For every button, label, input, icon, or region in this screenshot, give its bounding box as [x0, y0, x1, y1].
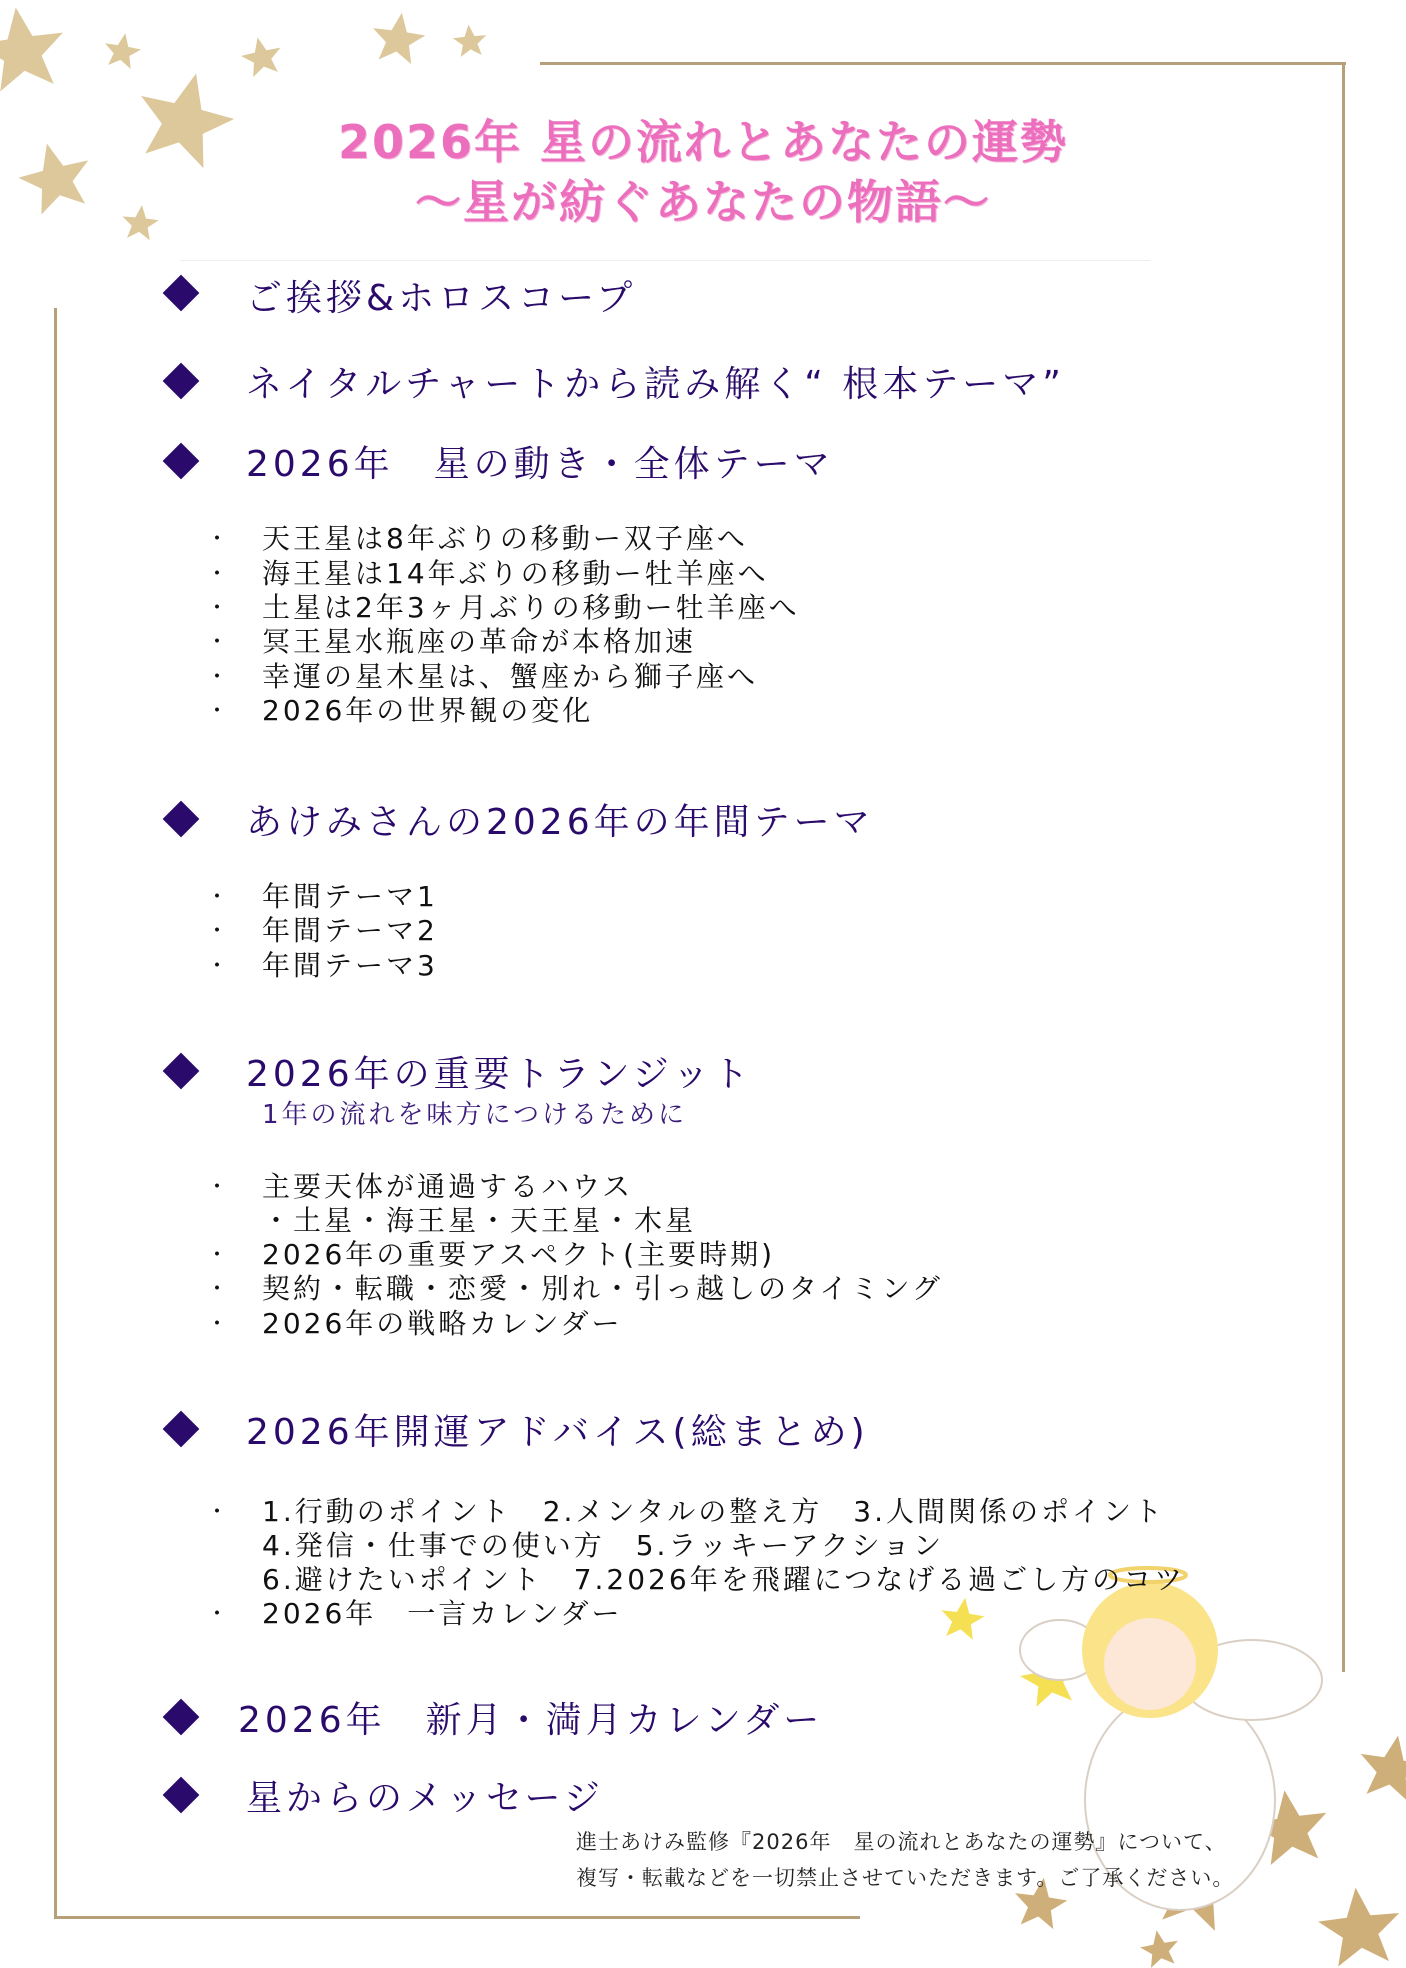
gold-star-icon: [369, 9, 428, 65]
list-item: 4.発信・仕事での使い方 5.ラッキーアクション: [262, 1529, 945, 1562]
bullet-dot: ・: [206, 1602, 229, 1627]
section-heading: あけみさんの2026年の年間テーマ: [246, 802, 874, 843]
gold-star-icon: [1138, 1927, 1182, 1968]
list-item: 年間テーマ2: [262, 914, 438, 947]
bullet-dot: ・: [206, 630, 229, 655]
page-subtitle: 〜星が紡ぐあなたの物語〜: [415, 175, 991, 229]
frame-border-left: [54, 308, 57, 1918]
list-item: 幸運の星木星は、蟹座から獅子座へ: [262, 660, 759, 693]
list-item: 天王星は8年ぶりの移動ー双子座へ: [262, 522, 748, 555]
title-divider: [180, 260, 1150, 261]
section-heading: ネイタルチャートから読み解く“ 根本テーマ”: [246, 364, 1065, 405]
list-item: 冥王星水瓶座の革命が本格加速: [262, 625, 697, 658]
list-item: 2026年の戦略カレンダー: [262, 1307, 623, 1340]
gold-star-icon: [1315, 1883, 1404, 1968]
list-item: 2026年の世界観の変化: [262, 694, 594, 727]
section-heading: 2026年の重要トランジット: [246, 1054, 753, 1095]
bullet-dot: ・: [206, 1277, 229, 1302]
bullet-dot: ・: [206, 919, 229, 944]
list-item: 6.避けたいポイント 7.2026年を飛躍につなげる過ごし方のコツ: [262, 1563, 1186, 1596]
section-subheading: 1年の流れを味方につけるために: [262, 1100, 688, 1130]
list-item: 海王星は14年ぶりの移動ー牡羊座へ: [262, 557, 769, 590]
list-item: 1.行動のポイント 2.メンタルの整え方 3.人間関係のポイント: [262, 1495, 1166, 1528]
list-item: 主要天体が通過するハウス: [262, 1170, 634, 1203]
gold-star-icon: [238, 33, 285, 78]
frame-border-bottom: [54, 1916, 860, 1919]
gold-star-icon: [452, 23, 488, 57]
list-item: 契約・転職・恋愛・別れ・引っ越しのタイミング: [262, 1272, 943, 1305]
list-item: 2026年 一言カレンダー: [262, 1597, 623, 1630]
bullet-dot: ・: [206, 954, 229, 979]
bullet-dot: ・: [206, 699, 229, 724]
list-item: 2026年の重要アスペクト(主要時期): [262, 1238, 775, 1271]
bullet-dot: ・: [206, 596, 229, 621]
bullet-dot: ・: [206, 562, 229, 587]
bullet-dot: ・: [206, 885, 229, 910]
copyright-note-line2: 複写・転載などを一切禁止させていただきます。ご了承ください。: [576, 1866, 1235, 1890]
bullet-dot: ・: [206, 527, 229, 552]
bullet-dot: ・: [206, 665, 229, 690]
section-heading: 2026年開運アドバイス(総まとめ): [246, 1412, 869, 1453]
list-item: ・土星・海王星・天王星・木星: [262, 1204, 697, 1237]
gold-star-icon: [1354, 1730, 1406, 1804]
list-item: 土星は2年3ヶ月ぶりの移動ー牡羊座へ: [262, 591, 800, 624]
bullet-dot: ・: [206, 1243, 229, 1268]
frame-border-right: [1342, 62, 1345, 1672]
section-heading: 2026年 星の動き・全体テーマ: [246, 444, 834, 485]
bullet-dot: ・: [206, 1175, 229, 1200]
angel-illustration: [938, 1568, 1322, 1910]
section-heading: ご挨拶&ホロスコープ: [246, 278, 637, 319]
copyright-note-line1: 進士あけみ監修『2026年 星の流れとあなたの運勢』について、: [576, 1830, 1227, 1854]
gold-star-icon: [101, 30, 143, 70]
frame-border-top: [540, 62, 1346, 65]
list-item: 年間テーマ3: [262, 949, 438, 982]
section-heading: 2026年 新月・満月カレンダー: [238, 1700, 824, 1741]
section-heading: 星からのメッセージ: [246, 1778, 604, 1819]
gold-star-icon: [0, 1, 70, 93]
page-title: 2026年 星の流れとあなたの運勢: [337, 115, 1069, 169]
bullet-dot: ・: [206, 1312, 229, 1337]
list-item: 年間テーマ1: [262, 880, 438, 913]
bullet-dot: ・: [206, 1500, 229, 1525]
